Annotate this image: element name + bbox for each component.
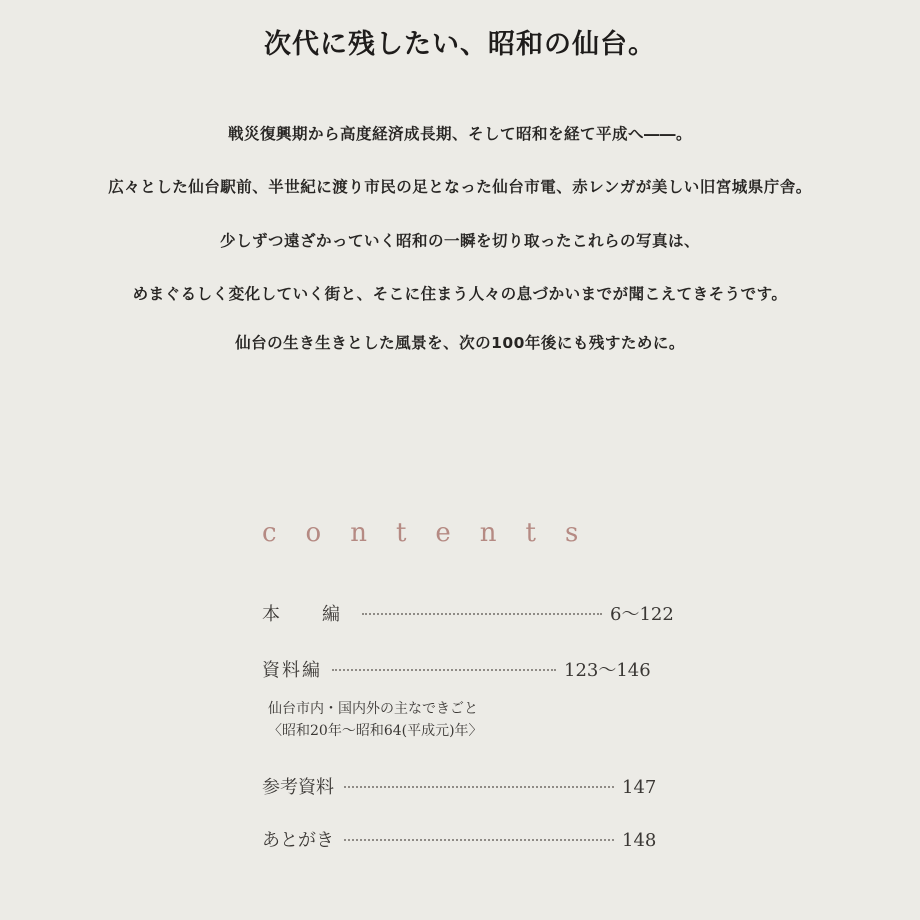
toc-item-label: 参考資料 xyxy=(262,777,334,798)
toc-item-label: 資料編 xyxy=(262,660,322,681)
toc-item-pages: 148 xyxy=(622,830,657,851)
toc-sub-line: 〈昭和20年〜昭和64(平成元)年〉 xyxy=(268,723,483,739)
page-title: 次代に残したい、昭和の仙台。 xyxy=(264,29,656,60)
intro-line: 広々とした仙台駅前、半世紀に渡り市民の足となった仙台市電、赤レンガが美しい旧宮城県庁舎。 xyxy=(108,178,812,196)
toc-leader-dots xyxy=(344,786,614,788)
toc-item-label: あとがき xyxy=(262,830,334,851)
toc-item-pages: 147 xyxy=(622,777,657,798)
toc-item xyxy=(262,656,651,682)
toc-leader-dots xyxy=(332,669,556,671)
toc-item-pages: 6〜122 xyxy=(610,604,674,625)
intro-line: 少しずつ遠ざかっていく昭和の一瞬を切り取ったこれらの写真は、 xyxy=(219,232,700,250)
intro-line: 戦災復興期から高度経済成長期、そして昭和を経て平成へ――。 xyxy=(227,125,692,143)
toc-item-label: 本 編 xyxy=(262,604,352,625)
contents-heading: contents xyxy=(262,518,608,548)
intro-line: めまぐるしく変化していく街と、そこに住まう人々の息づかいまでが聞こえてきそうです。 xyxy=(132,285,788,303)
intro-line: 仙台の生き生きとした風景を、次の100年後にも残すために。 xyxy=(235,334,685,352)
toc-sub-line: 仙台市内・国内外の主なできごと xyxy=(268,701,478,717)
toc-item-pages: 123〜146 xyxy=(564,660,651,681)
toc-item xyxy=(262,600,674,626)
toc-item xyxy=(262,826,656,852)
toc-leader-dots xyxy=(344,839,614,841)
toc-leader-dots xyxy=(362,613,602,615)
toc-item xyxy=(262,773,656,799)
